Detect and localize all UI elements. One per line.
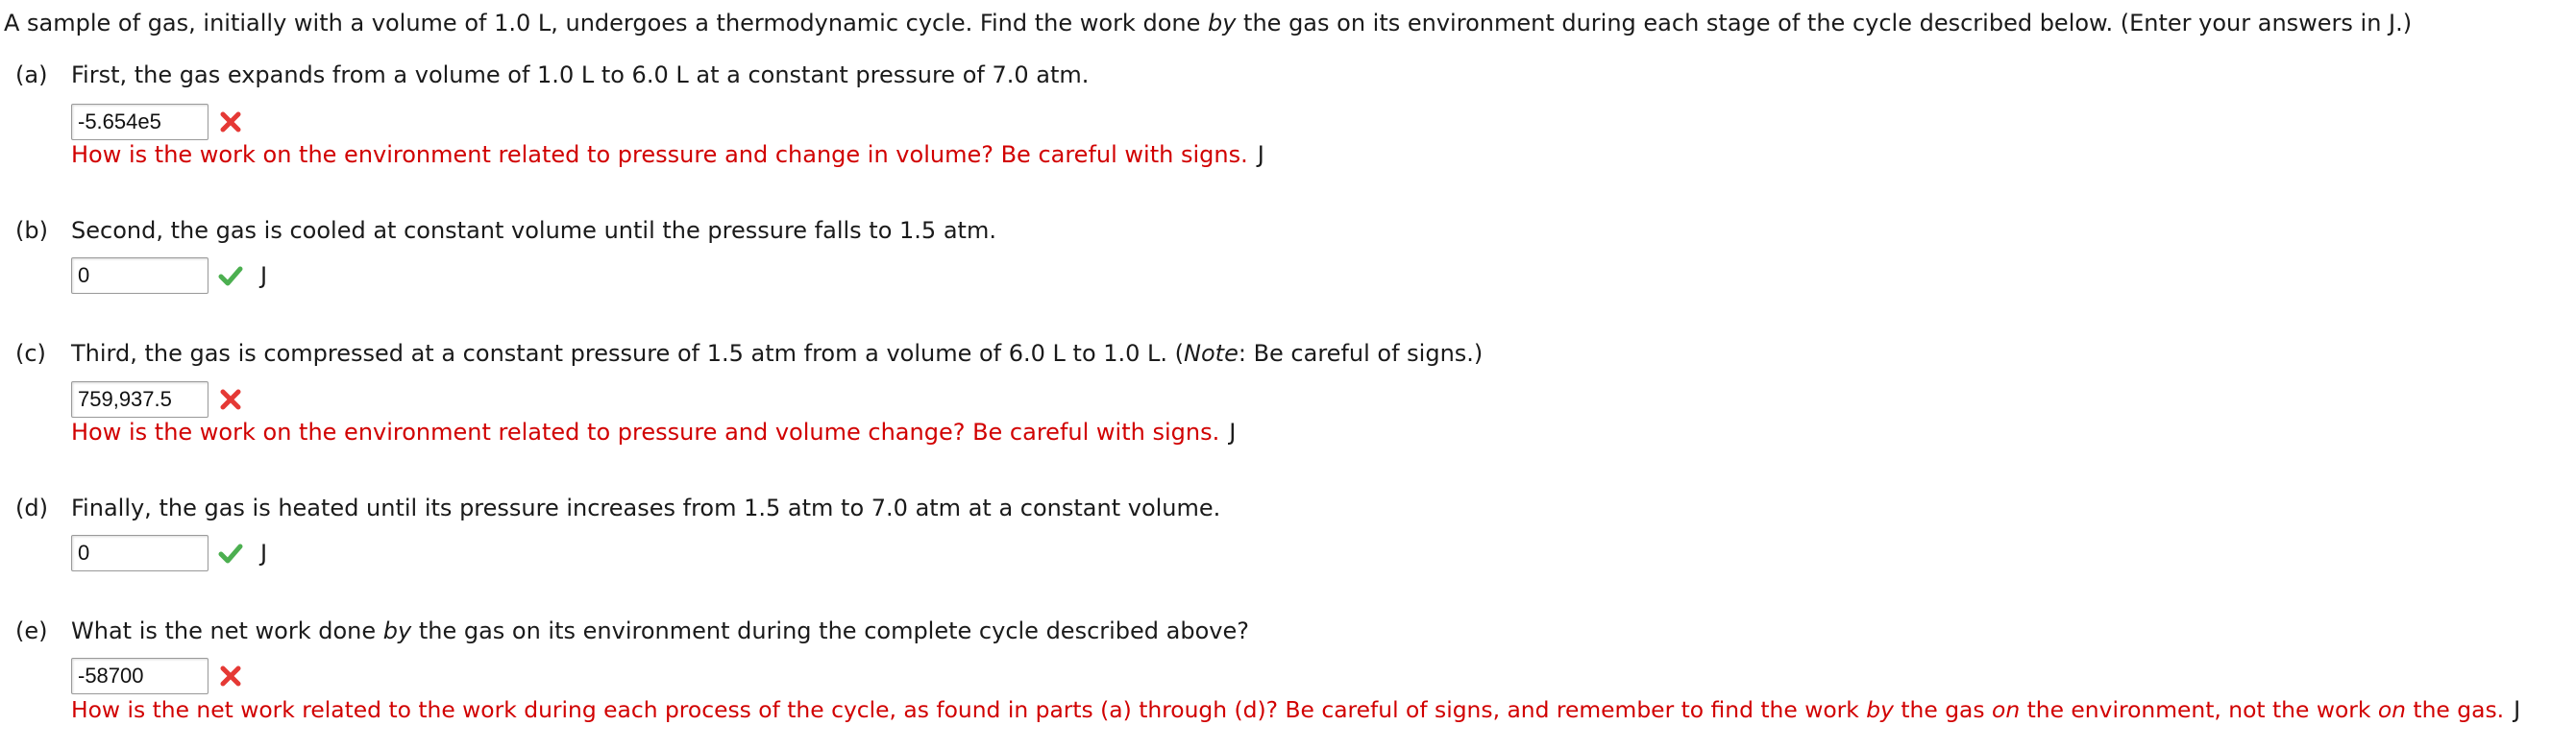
part-e-hint-text-1: How is the net work related to the work during each process of the cycle, as found in parts (a) through (d)? Be careful of signs, and remember to find the work <box>71 696 1867 723</box>
part-e-unit: J <box>2514 696 2521 723</box>
part-c-question-text-2: : Be careful of signs.) <box>1238 340 1484 367</box>
part-e-label: (e) <box>15 617 48 644</box>
part-e-answer-row <box>71 658 245 694</box>
part-b-label: (b) <box>15 217 48 244</box>
part-a-hint <box>71 141 1264 168</box>
part-e-hint-text-2: the gas <box>1893 696 1993 723</box>
part-c-hint <box>71 419 1236 446</box>
part-e-question <box>71 617 1249 644</box>
part-e-hint-text-4: the gas. <box>2406 696 2505 723</box>
intro-text-1: A sample of gas, initially with a volume of 1.0 L, undergoes a thermodynamic cycle. Find the work done <box>4 10 1208 36</box>
intro-emphasis: by <box>1207 10 1237 36</box>
part-e-answer-input[interactable] <box>71 658 209 694</box>
part-a-hint-text: How is the work on the environment related to pressure and change in volume? Be careful with signs. <box>71 141 1248 168</box>
part-a-answer-row <box>71 104 245 140</box>
part-b-answer-row <box>71 257 267 294</box>
part-d-answer-input[interactable] <box>71 535 209 571</box>
part-c-hint-text: How is the work on the environment related to pressure and volume change? Be careful with signs. <box>71 419 1220 446</box>
part-c-answer-input[interactable] <box>71 381 209 418</box>
part-a-unit: J <box>1257 141 1264 168</box>
x-mark-icon <box>216 662 245 690</box>
part-e-hint <box>71 696 2520 723</box>
check-mark-icon <box>216 261 245 290</box>
part-e-hint-emphasis-1: by <box>1866 696 1894 723</box>
check-mark-icon <box>216 539 245 568</box>
part-c-question-text-1: Third, the gas is compressed at a constant pressure of 1.5 atm from a volume of 6.0 L to 1.0 L. ( <box>71 340 1185 367</box>
part-c-question-emphasis: Note <box>1184 340 1239 367</box>
part-a-answer-input[interactable] <box>71 104 209 140</box>
part-d-question: Finally, the gas is heated until its pressure increases from 1.5 atm to 7.0 atm at a constant volume. <box>71 495 1221 521</box>
part-d-unit: J <box>260 540 268 567</box>
x-mark-icon <box>216 385 245 414</box>
part-e-question-emphasis: by <box>382 617 412 644</box>
part-b-unit: J <box>260 262 268 289</box>
part-c-question <box>71 340 1483 367</box>
part-c-label: (c) <box>15 340 46 367</box>
intro-text-2: the gas on its environment during each stage of the cycle described below. (Enter your answers in J.) <box>1236 10 2413 36</box>
part-d-label: (d) <box>15 495 48 521</box>
part-e-question-text-2: the gas on its environment during the complete cycle described above? <box>411 617 1250 644</box>
part-e-hint-text-3: the environment, not the work <box>2020 696 2378 723</box>
part-e-question-text-1: What is the net work done <box>71 617 383 644</box>
part-b-question: Second, the gas is cooled at constant volume until the pressure falls to 1.5 atm. <box>71 217 996 244</box>
part-b-answer-input[interactable] <box>71 257 209 294</box>
part-e-hint-emphasis-2: on <box>1992 696 2021 723</box>
x-mark-icon <box>216 108 245 136</box>
part-d-answer-row <box>71 535 267 571</box>
question-intro <box>4 10 2412 36</box>
part-a-question: First, the gas expands from a volume of 1.0 L to 6.0 L at a constant pressure of 7.0 atm. <box>71 61 1090 88</box>
part-c-answer-row <box>71 381 245 418</box>
part-e-hint-emphasis-3: on <box>2377 696 2406 723</box>
part-a-label: (a) <box>15 61 48 88</box>
part-c-unit: J <box>1229 419 1237 446</box>
